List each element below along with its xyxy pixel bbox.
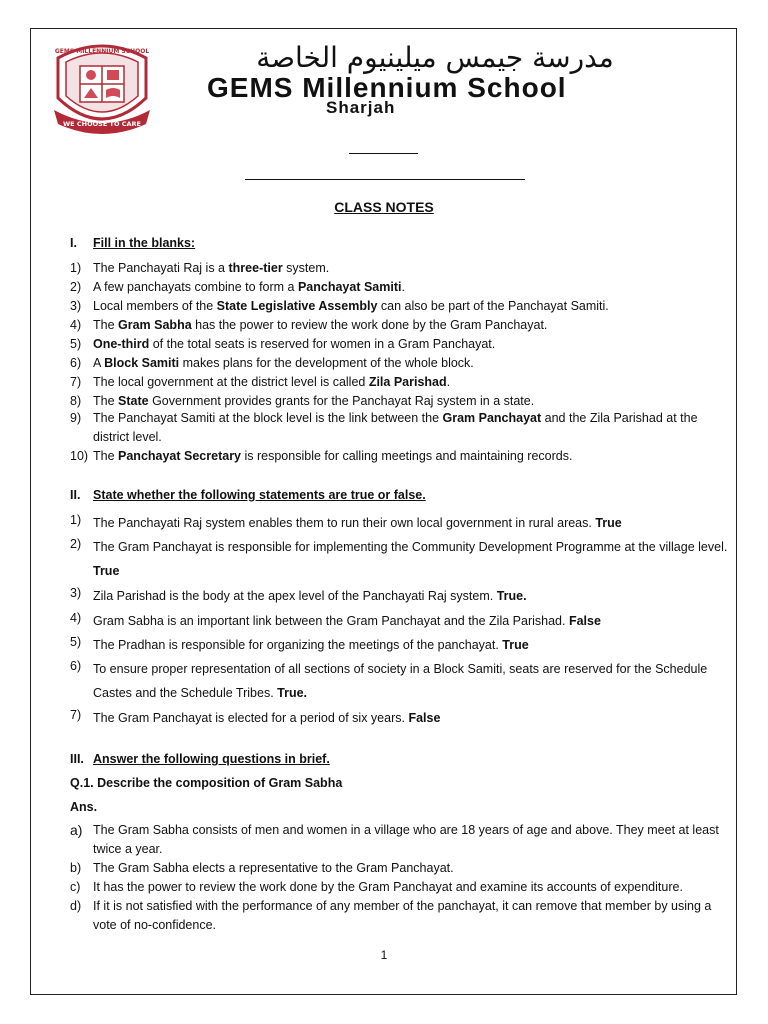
item-text-part: . <box>401 280 405 294</box>
item-number: 3) <box>70 586 82 600</box>
item-number: 7) <box>70 375 82 389</box>
item-statement: Zila Parishad is the body at the apex level of the Panchayati Raj system. <box>93 589 497 603</box>
item-text-part: can also be part of the Panchayat Samiti. <box>377 299 609 313</box>
school-name-arabic: مدرسة جيمس ميلينيوم الخاصة <box>256 41 614 74</box>
fill-blank-item <box>70 297 730 316</box>
true-false-item <box>70 706 730 730</box>
item-text-part: Government provides grants for the Panchayat Raj system in a state. <box>148 394 535 408</box>
item-text: It has the power to review the work done by the Gram Panchayat and examine its accounts of expenditure. <box>93 880 683 894</box>
fill-blank-item <box>70 335 730 354</box>
item-text-part: The <box>93 318 119 332</box>
item-text-part: of the total seats is reserved for women in a Gram Panchayat. <box>149 337 496 351</box>
fill-blank-item <box>70 447 730 466</box>
item-answer: True <box>93 564 120 578</box>
item-text <box>93 278 730 297</box>
section-title: Answer the following questions in brief. <box>93 752 330 766</box>
item-number: 6) <box>70 659 82 673</box>
question-1: Q.1. Describe the composition of Gram Sabha <box>70 776 343 790</box>
item-text <box>93 297 730 316</box>
item-text: If it is not satisfied with the performance of any member of the panchayat, it can remove that member by using a vote of no-confidence. <box>93 899 712 932</box>
true-false-item <box>70 657 730 705</box>
item-text-part: makes plans for the development of the whole block. <box>179 356 474 370</box>
section-3-heading <box>70 752 330 766</box>
answer-item <box>70 821 730 859</box>
true-false-item <box>70 584 730 608</box>
section-roman: II. <box>70 488 81 502</box>
item-text: The Gram Sabha elects a representative to the Gram Panchayat. <box>93 861 454 875</box>
answer-item <box>70 878 730 897</box>
item-number: 10) <box>70 449 89 463</box>
item-number: 4) <box>70 318 82 332</box>
item-text-part: Local members of the <box>93 299 217 313</box>
item-text-part: The <box>93 394 119 408</box>
item-text <box>93 609 730 633</box>
item-text <box>93 706 730 730</box>
item-number: 6) <box>70 356 82 370</box>
true-false-item <box>70 633 730 657</box>
true-false-item <box>70 609 730 633</box>
item-statement: Gram Sabha is an important link between the Gram Panchayat and the Zila Parishad. <box>93 614 569 628</box>
item-letter: c) <box>70 880 81 894</box>
item-answer: One-third <box>93 337 150 351</box>
item-text-part: and the Zila Parishad at the district level. <box>93 411 698 444</box>
item-letter: b) <box>70 861 82 875</box>
svg-text:WE CHOOSE TO CARE: WE CHOOSE TO CARE <box>63 120 141 128</box>
item-letter: a) <box>70 822 83 838</box>
item-number: 7) <box>70 708 82 722</box>
item-text-part: The <box>93 449 119 463</box>
short-rule <box>349 153 418 154</box>
section-roman: III. <box>70 752 84 766</box>
section-title: State whether the following statements are true or false. <box>93 488 426 502</box>
section-2-heading <box>70 488 426 502</box>
school-name: GEMS Millennium School <box>207 72 567 103</box>
item-text-part: A few panchayats combine to form a <box>93 280 298 294</box>
section-1-heading <box>70 236 195 250</box>
school-crest-logo <box>50 40 154 136</box>
item-letter: d) <box>70 899 82 913</box>
item-answer: Panchayat Samiti <box>297 280 402 294</box>
item-text <box>93 447 730 466</box>
section-roman: I. <box>70 236 77 250</box>
item-text-part: . <box>446 375 451 389</box>
item-answer: False <box>408 711 441 725</box>
item-text <box>93 354 730 373</box>
item-number: 2) <box>70 537 82 551</box>
item-text <box>93 511 730 535</box>
item-text-part: A <box>93 356 105 370</box>
item-text <box>93 633 730 657</box>
item-answer: True <box>502 638 529 652</box>
item-answer: True. <box>496 589 527 603</box>
item-answer: State Legislative Assembly <box>216 299 378 313</box>
true-false-item <box>70 535 730 583</box>
item-number: 3) <box>70 299 82 313</box>
item-statement: The Gram Panchayat is responsible for implementing the Community Development Programme at the village level. <box>93 540 728 554</box>
item-number: 5) <box>70 635 82 649</box>
item-text-part: The Panchayat Samiti at the block level is the link between the <box>93 411 443 425</box>
item-text-part: The local government at the district level is called <box>93 375 369 389</box>
true-false-item <box>70 511 730 535</box>
item-text-part: is responsible for calling meetings and maintaining records. <box>241 449 573 463</box>
answer-item <box>70 859 730 878</box>
item-text <box>93 584 730 608</box>
item-number: 4) <box>70 611 82 625</box>
item-answer: State <box>118 394 149 408</box>
fill-blank-item <box>70 354 730 373</box>
fill-blank-item <box>70 278 730 297</box>
item-statement: The Pradhan is responsible for organizing the meetings of the panchayat. <box>93 638 503 652</box>
item-text <box>93 335 730 354</box>
page-title: CLASS NOTES <box>334 199 434 215</box>
section-title: Fill in the blanks: <box>93 236 196 250</box>
item-text <box>93 535 730 583</box>
item-text-part: has the power to review the work done by the Gram Panchayat. <box>191 318 548 332</box>
item-text <box>93 657 730 705</box>
item-answer: three-tier <box>228 261 283 275</box>
svg-text:GEMS MILLENNIUM SCHOOL: GEMS MILLENNIUM SCHOOL <box>54 48 150 55</box>
fill-blank-item <box>70 409 730 447</box>
item-statement: To ensure proper representation of all sections of society in a Block Samiti, seats are reserved for the Schedule Castes and the Schedule Tribes. <box>93 662 708 700</box>
item-answer: False <box>568 614 601 628</box>
page-number: 1 <box>380 948 388 962</box>
item-text <box>93 316 730 335</box>
item-number: 8) <box>70 394 82 408</box>
item-answer: Zila Parishad <box>368 375 447 389</box>
item-answer: Panchayat Secretary <box>118 449 242 463</box>
item-text <box>93 409 730 447</box>
item-text-part: The Panchayati Raj is a <box>93 261 229 275</box>
item-number: 2) <box>70 280 82 294</box>
item-answer: Block Samiti <box>104 356 180 370</box>
item-number: 9) <box>70 411 82 425</box>
fill-blank-item <box>70 259 730 278</box>
fill-blank-item <box>70 373 730 392</box>
item-answer: True. <box>277 686 308 700</box>
answer-label: Ans. <box>70 800 98 814</box>
item-number: 1) <box>70 261 82 275</box>
item-text <box>93 373 730 392</box>
item-number: 1) <box>70 513 82 527</box>
long-rule <box>245 179 525 180</box>
item-number: 5) <box>70 337 82 351</box>
item-answer: True <box>595 516 622 530</box>
item-answer: Gram Sabha <box>118 318 192 332</box>
answer-item <box>70 897 730 935</box>
item-text: The Gram Sabha consists of men and women in a village who are 18 years of age and above. They meet at least twice a year. <box>93 823 719 856</box>
item-text-part: system. <box>282 261 330 275</box>
item-statement: The Panchayati Raj system enables them to run their own local government in rural areas. <box>93 516 596 530</box>
item-answer: Gram Panchayat <box>442 411 542 425</box>
school-city: Sharjah <box>326 98 396 117</box>
item-text <box>93 259 730 278</box>
fill-blank-item <box>70 316 730 335</box>
item-statement: The Gram Panchayat is elected for a period of six years. <box>93 711 409 725</box>
